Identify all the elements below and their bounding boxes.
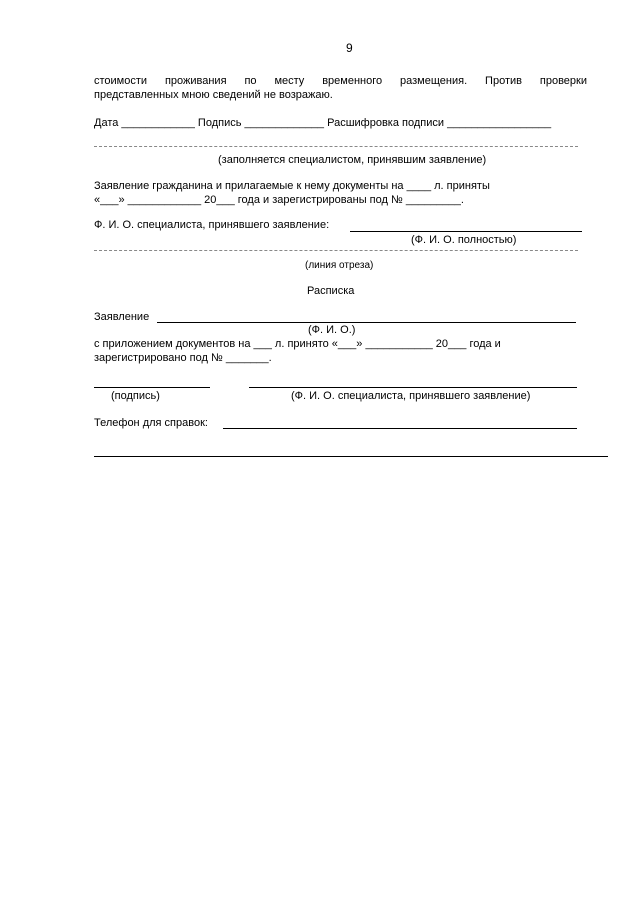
bottom-rule	[94, 456, 608, 457]
receipt-title: Расписка	[307, 285, 355, 297]
receipt-statement-label: Заявление	[94, 311, 150, 323]
dashed-separator-2	[94, 250, 578, 251]
signature-row	[94, 117, 551, 129]
receipt-line-2: зарегистрировано под № _______.	[94, 352, 272, 364]
receipt-line-1: с приложением документов на ___ л. принято «___» ___________ 20___ года и	[94, 338, 501, 350]
dashed-separator-1	[94, 146, 578, 147]
signature-decode-field[interactable]: _________________	[447, 117, 552, 129]
intro-line-2: представленных мною сведений не возражаю.	[94, 89, 333, 101]
specialist-name-field[interactable]	[350, 231, 582, 232]
receipt-signature-field[interactable]	[94, 387, 210, 388]
acceptance-line-2: «___» ____________ 20___ года и зарегистрированы под № _________.	[94, 194, 464, 206]
date-field[interactable]: ____________	[121, 117, 195, 129]
specialist-name-caption: (Ф. И. О. полностью)	[411, 234, 517, 246]
receipt-fio-field[interactable]	[157, 322, 576, 323]
receipt-specialist-caption: (Ф. И. О. специалиста, принявшего заявление)	[291, 390, 531, 402]
specialist-note: (заполняется специалистом, принявшим заявление)	[218, 154, 487, 166]
receipt-fio-caption: (Ф. И. О.)	[308, 324, 356, 336]
page-number: 9	[346, 41, 353, 55]
signature-label: Подпись	[197, 117, 242, 129]
intro-line-1: стоимости проживания по месту временного размещения. Против проверки	[94, 75, 587, 87]
signature-decode-label: Расшифровка подписи	[327, 117, 445, 129]
date-label: Дата	[94, 117, 119, 129]
phone-field[interactable]	[223, 428, 577, 429]
signature-field[interactable]: _____________	[244, 117, 325, 129]
specialist-name-label: Ф. И. О. специалиста, принявшего заявление:	[94, 219, 330, 231]
receipt-signature-caption: (подпись)	[111, 390, 160, 402]
phone-label: Телефон для справок:	[94, 417, 208, 429]
receipt-specialist-field[interactable]	[249, 387, 577, 388]
cut-line-label: (линия отреза)	[305, 260, 374, 271]
acceptance-line-1: Заявление гражданина и прилагаемые к нему документы на ____ л. приняты	[94, 180, 490, 192]
